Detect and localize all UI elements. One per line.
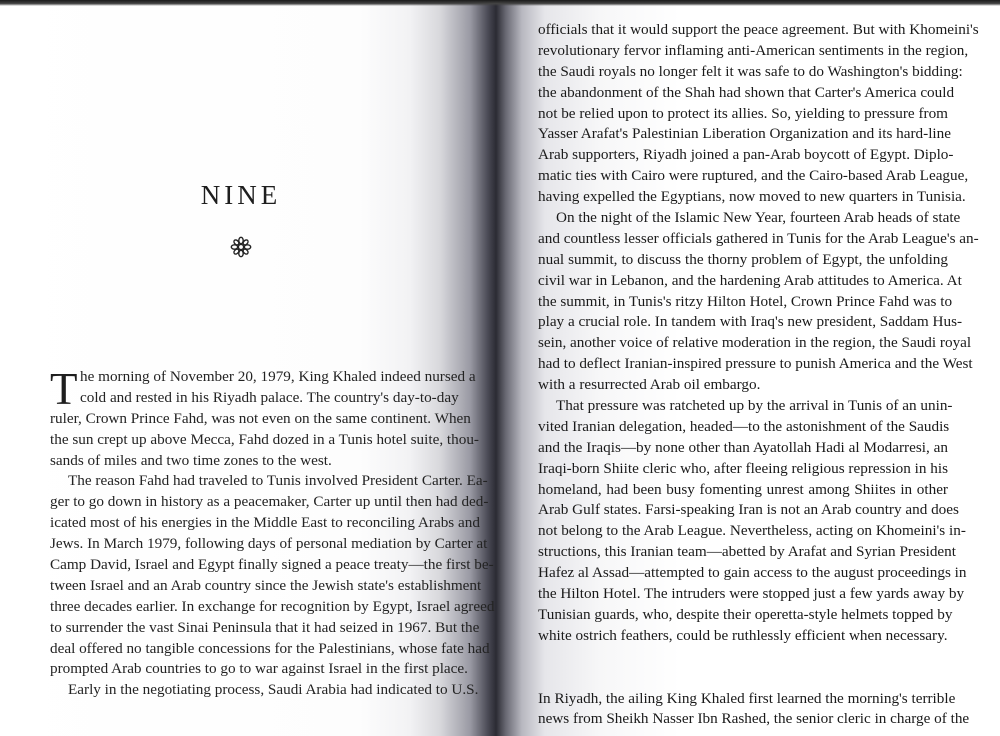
- text-line: Jews. In March 1979, following days of personal mediation by Carter at: [50, 535, 488, 553]
- text-line: and the Iraqis—by none other than Ayatollah Hadi al Modarresi, an: [538, 438, 948, 456]
- drop-cap: T: [50, 364, 78, 414]
- text-line: Hafez al Assad—attempted to gain access to the august proceedings in: [538, 564, 967, 582]
- text-line: to surrender the vast Sinai Peninsula that it had seized in 1967. But the: [50, 618, 480, 636]
- left-page: [0, 0, 495, 736]
- text-line: officials that it would support the peace agreement. But with Khomeini's: [538, 21, 979, 38]
- text-line: vited Iranian delegation, headed—to the astonishment of the Saudis: [538, 417, 950, 435]
- text-line: Yasser Arafat's Palestinian Liberation Organization and its hard-line: [538, 125, 951, 143]
- text-line: not be relied upon to protect its allies. So, yielding to pressure from: [538, 104, 948, 122]
- text-line: three decades earlier. In exchange for recognition by Egypt, Israel agreed: [50, 597, 495, 615]
- text-line: ger to go down in history as a peacemaker, Carter up until then had ded-: [50, 493, 489, 511]
- text-line: the Hilton Hotel. The intruders were stopped just a few yards away by: [538, 585, 965, 603]
- text-line: T he morning of November 20, 1979, King Khaled indeed nursed a: [50, 364, 476, 414]
- text-line: the sun crept up above Mecca, Fahd dozed in a Tunis hotel suite, thou-: [50, 430, 479, 448]
- text-line: with a resurrected Arab oil embargo.: [538, 376, 761, 394]
- chapter-title: NINE: [200, 180, 282, 210]
- text-line: the abandonment of the Shah had shown that Carter's America could: [538, 83, 955, 101]
- text-line: tween Israel and an Arab country since the Jewish state's establishment: [50, 576, 482, 594]
- text-line: sands of miles and two time zones to the west.: [50, 451, 332, 469]
- text-line: In Riyadh, the ailing King Khaled first learned the morning's terrible: [538, 689, 956, 707]
- text-line: icated most of his energies in the Middle East to reconciling Arabs and: [50, 514, 480, 532]
- text-line: ruler, Crown Prince Fahd, was not even on the same continent. When: [50, 409, 471, 427]
- text-line: news from Sheikh Nasser Ibn Rashed, the senior cleric in charge of the: [538, 710, 970, 728]
- text-line: the Saudi royals no longer felt it was safe to do Washington's bidding:: [538, 62, 963, 80]
- section-break: [538, 668, 948, 689]
- left-page-text: [50, 364, 495, 701]
- section-break: [538, 647, 948, 668]
- right-page: [520, 0, 990, 736]
- text-line: the summit, in Tunis's ritzy Hilton Hotel, Crown Prince Fahd was to: [538, 292, 953, 310]
- text-line: Tunisian guards, who, despite their operetta-style helmets topped by: [538, 605, 953, 623]
- text-line: and countless lesser officials gathered in Tunis for the Arab League's an-: [538, 229, 979, 247]
- right-page-text: [538, 20, 979, 730]
- text-line: white ostrich feathers, could be ruthlessly efficient when necessary.: [538, 626, 948, 644]
- text-line: had to deflect Iranian-inspired pressure to punish America and the West: [538, 355, 973, 373]
- text-line: matic ties with Cairo were ruptured, and the Cairo-based Arab League,: [538, 167, 969, 185]
- text-line: Early in the negotiating process, Saudi Arabia had indicated to U.S.: [68, 681, 479, 699]
- text-line: revolutionary fervor inflaming anti-American sentiments in the region,: [538, 41, 969, 59]
- text-line: having expelled the Egyptians, now moved to new quarters in Tunisia.: [538, 188, 966, 206]
- text-line: nual summit, to discuss the thorny problem of Egypt, the unfolding: [538, 250, 948, 268]
- text-line: Arab Gulf states. Farsi-speaking Iran is not an Arab country and does: [538, 501, 959, 519]
- text-line: cold and rested in his Riyadh palace. The country's day-to-day: [80, 388, 459, 406]
- flower-ornament-icon: [230, 236, 252, 258]
- text-line: sein, another voice of relative moderation in the region, the Saudi royal: [538, 334, 972, 352]
- text-line: On the night of the Islamic New Year, fourteen Arab heads of state: [556, 209, 961, 227]
- text-line: structions, this Iranian team—abetted by Arafat and Syrian President: [538, 543, 956, 561]
- text-line: deal offered no tangible concessions for the Palestinians, whose fate had: [50, 639, 490, 657]
- text-line: That pressure was ratcheted up by the arrival in Tunis of an unin-: [556, 397, 953, 415]
- text-line: prompted Arab countries to go to war against Israel in the first place.: [50, 660, 468, 678]
- text-line: not belong to the Arab League. Nevertheless, acting on Khomeini's in-: [538, 522, 966, 540]
- text-line: Iraqi-born Shiite cleric who, after fleeing religious repression in his: [538, 459, 948, 477]
- text-line: homeland, had been busy fomenting unrest among Shiites in other: [538, 480, 948, 498]
- text-line: The reason Fahd had traveled to Tunis involved President Carter. Ea-: [68, 472, 488, 490]
- text-line: Camp David, Israel and Egypt finally signed a peace treaty—the first be-: [50, 556, 494, 574]
- text-line: Arab supporters, Riyadh joined a pan-Arab boycott of Egypt. Diplo-: [538, 146, 954, 164]
- text-line: civil war in Lebanon, and the hardening Arab attitudes to America. At: [538, 271, 962, 289]
- text-line: play a crucial role. In tandem with Iraq's new president, Saddam Hus-: [538, 313, 963, 331]
